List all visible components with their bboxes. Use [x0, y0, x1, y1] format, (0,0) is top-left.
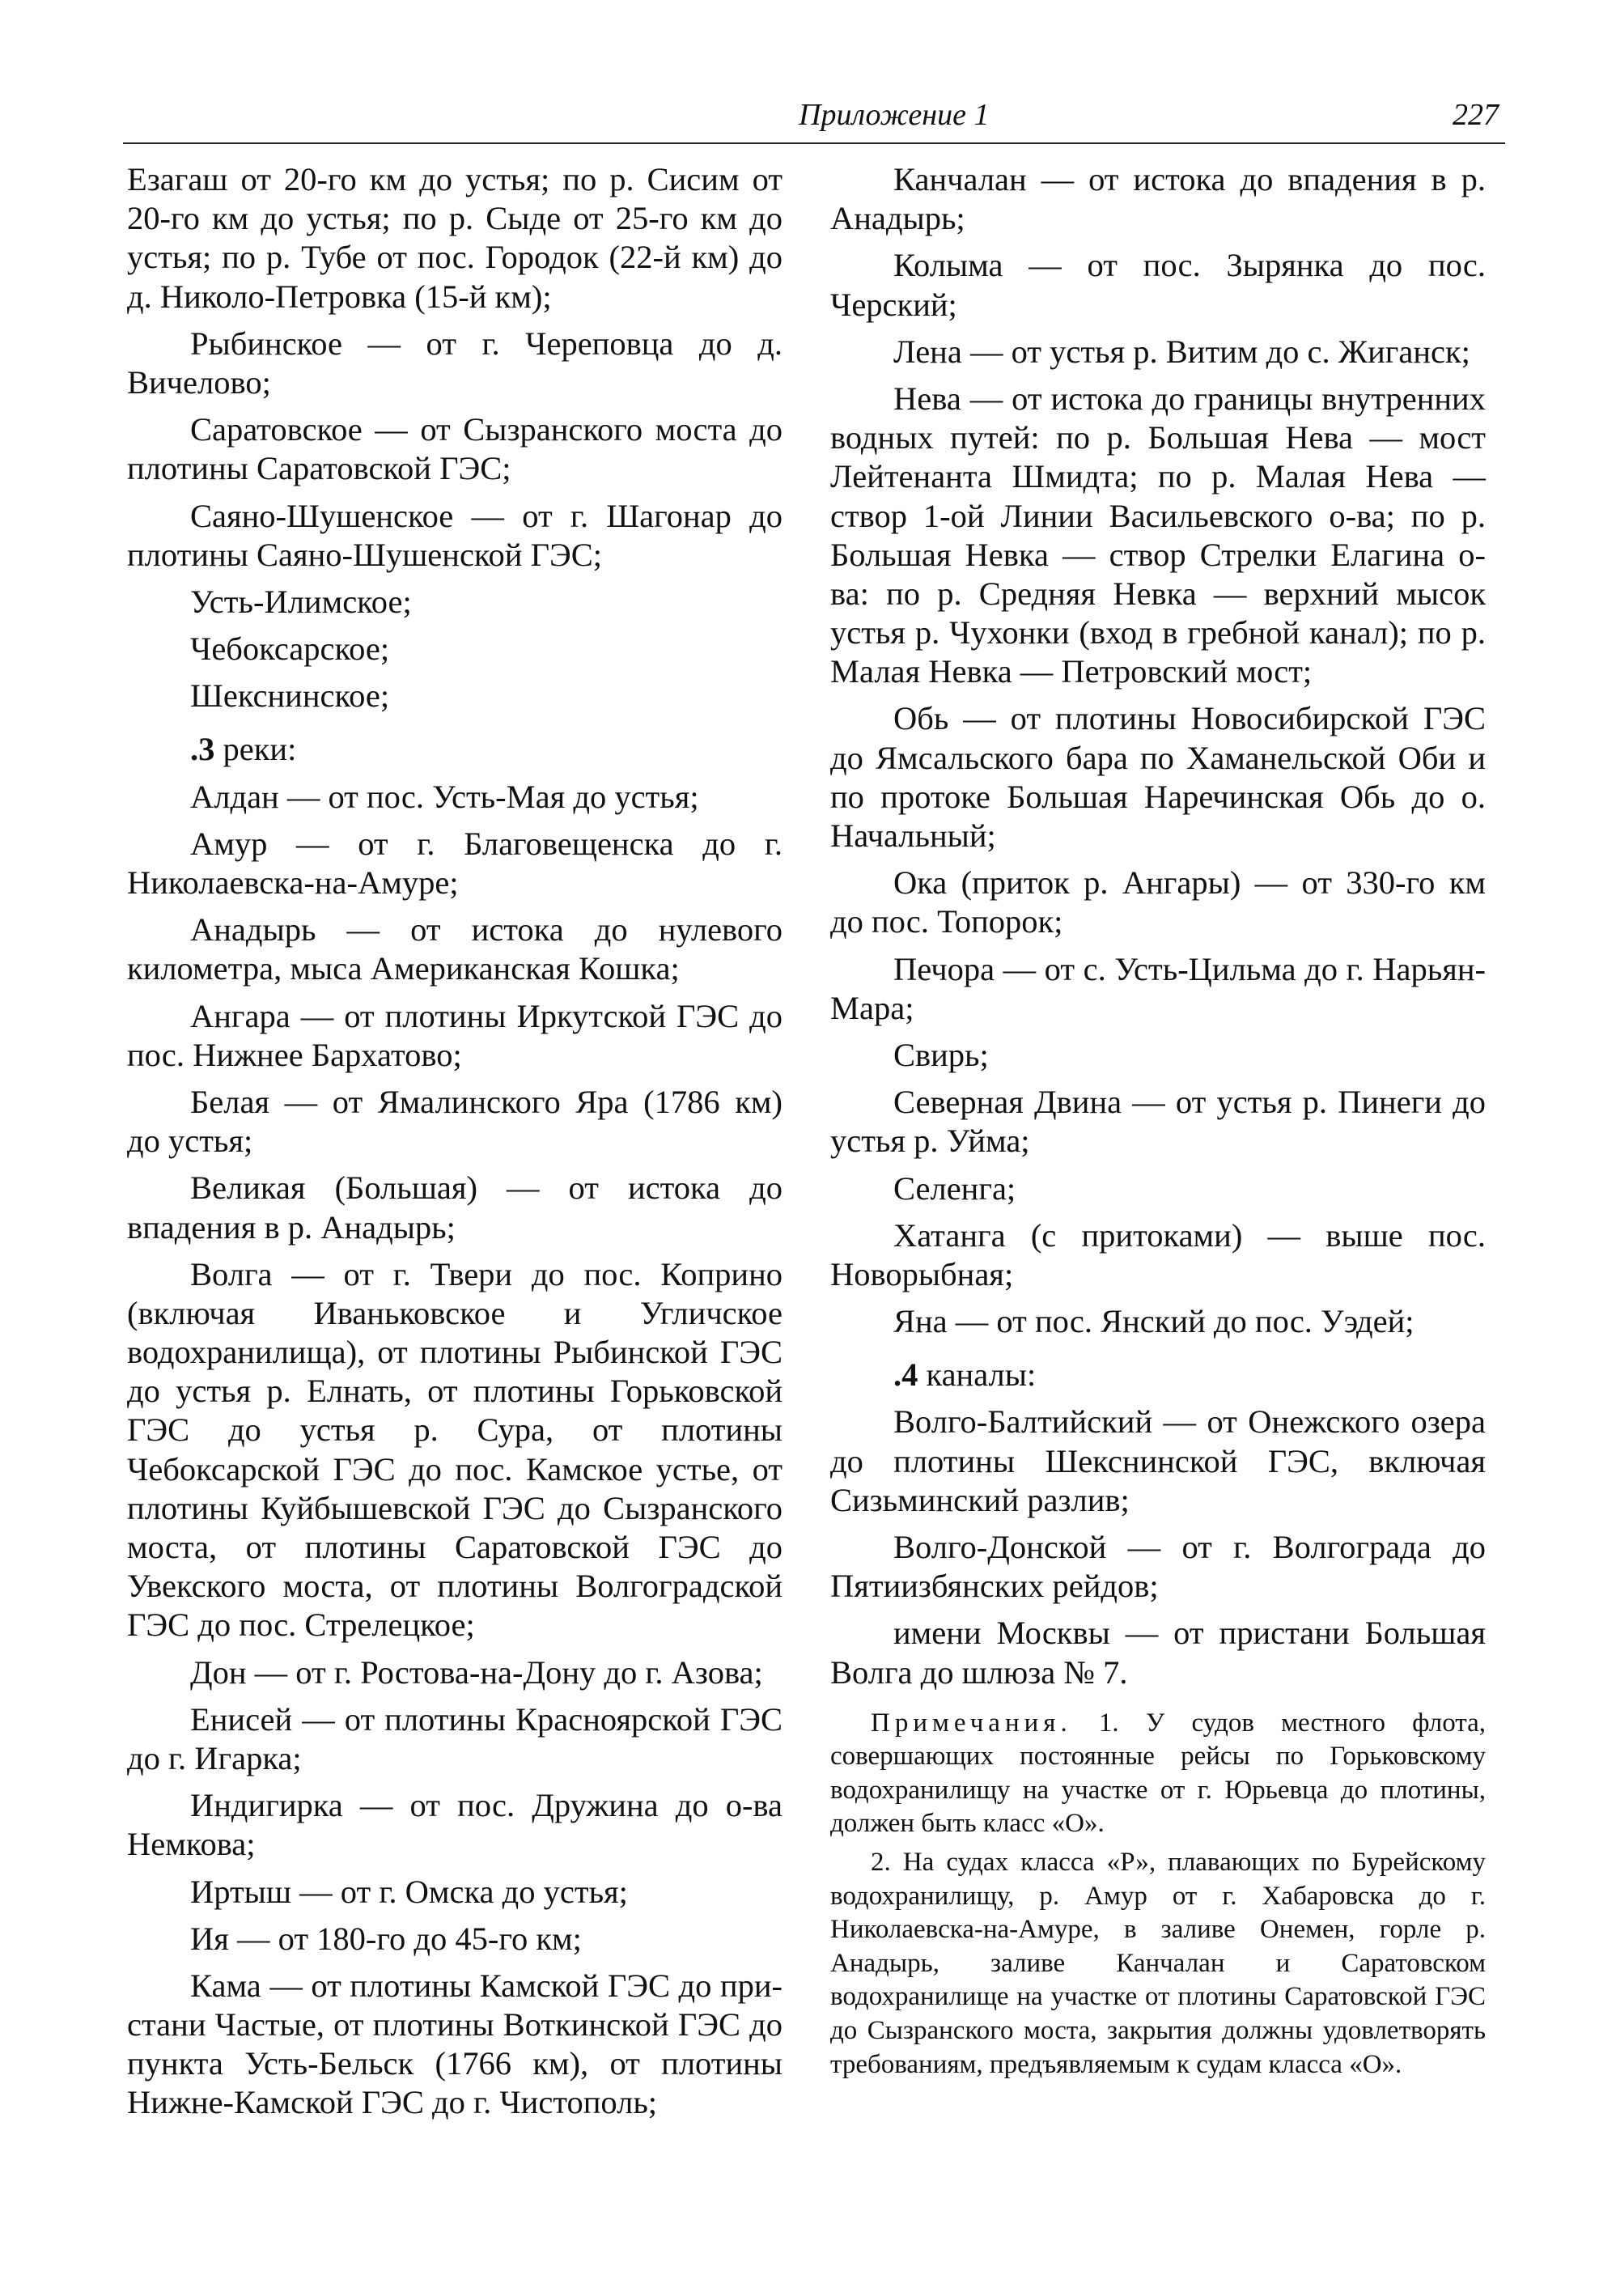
running-title: Приложение 1	[799, 98, 990, 132]
river-item: Канчалан — от истока до впадения в р. Анадырь;	[830, 161, 1486, 237]
canal-item: имени Москвы — от пристани Большая Волга до шлюза № 7.	[830, 1615, 1486, 1691]
river-item: Колыма — от пос. Зырянка до пос. Черский;	[830, 247, 1486, 323]
river-item: Северная Двина — от устья р. Пинеги до устья р. Уйма;	[830, 1084, 1486, 1160]
river-item: Свирь;	[893, 1036, 989, 1073]
section-title: каналы:	[918, 1356, 1037, 1394]
river-item: Яна — от пос. Янский до пос. Уэдей;	[893, 1303, 1414, 1340]
river-item: Дон — от г. Ростова-на-Дону до г. Азова;	[190, 1653, 763, 1691]
river-item: Енисей — от плотины Красноярской ГЭС до г. Игарка;	[127, 1700, 783, 1776]
reservoir-item: Усть-Илимское;	[190, 583, 412, 620]
river-item: Великая (Большая) — от истока до впадения в р. Анадырь;	[127, 1169, 783, 1246]
river-item: Кама — от плотины Камской ГЭС до при-стани Частые, от плотины Воткинской ГЭС до пункта Усть-Бельск (1766 км), от плотины Нижне-Камской ГЭС до г. Чистополь;	[127, 1967, 783, 2121]
section-title: реки:	[214, 731, 297, 768]
page-number: 227	[1453, 98, 1499, 132]
note-2: 2. На судах класса «Р», плавающих по Бурейскому водохранилищу, р. Амур от г. Хабаровска до г. Николаевска-на-Амуре, в заливе Онемен, горле р. Анадырь, заливе Канчалан и Саратовском водохранилище на участке от плотины Саратовской ГЭС до Сызранского моста, закрытия должны удовлетворять требованиям, предъявляемым к судам класса «О».	[830, 1848, 1486, 2079]
section-heading-canals	[830, 1356, 1486, 1394]
reservoir-item: Чебоксарское;	[190, 630, 390, 668]
note-1	[830, 1707, 1486, 1841]
reservoir-item: Рыбинское — от г. Череповца до д. Вичелово;	[127, 325, 783, 401]
river-item: Анадырь — от истока до нулевого километра, мыса Американская Кошка;	[127, 911, 783, 987]
section-number: .3	[190, 731, 215, 768]
notes-block	[830, 1707, 1486, 2082]
notes-label: Примечания.	[871, 1708, 1072, 1738]
river-item: Печора — от с. Усть-Цильма до г. Нарьян-Мара;	[830, 950, 1486, 1026]
river-item: Ангара — от плотины Иркутской ГЭС до пос. Нижнее Бархатово;	[127, 997, 783, 1073]
left-column	[127, 160, 783, 2131]
reservoir-item: Шекснинское;	[190, 677, 390, 715]
section-heading-rivers	[127, 730, 783, 769]
river-item: Волга — от г. Твери до пос. Коприно (включая Иваньковское и Угличское водохранилища), от плотины Рыбинской ГЭС до устья р. Елнать, от плотины Горьковской ГЭС до устья р. Сура, от плотины Чебоксарской ГЭС до пос. Камское устье, от плотины Куйбышевской ГЭС до Сызранского моста, от плотины Саратовской ГЭС до Увекского моста, от плотины Волгоградской ГЭС до пос. Стрелецкое;	[127, 1255, 783, 1644]
right-column	[830, 160, 1486, 2086]
river-item: Амур — от г. Благовещенска до г. Николаевска-на-Амуре;	[127, 825, 783, 901]
page-header	[123, 95, 1505, 144]
paragraph: Езагаш от 20-го км до устья; по р. Сисим от 20-го км до устья; по р. Сыде от 25-го км до устья; по р. Тубе от пос. Городок (22-й км) до д. Николо-Петровка (15-й км);	[127, 161, 783, 315]
river-item: Ока (приток р. Ангары) — от 330-го км до пос. Топорок;	[830, 864, 1486, 940]
river-item: Индигирка — от пос. Дружина до о-ва Немкова;	[127, 1787, 783, 1863]
river-item: Ия — от 180-го до 45-го км;	[190, 1920, 582, 1957]
river-item: Обь — от плотины Новосибирской ГЭС до Ямсальского бара по Хаманельской Оби и по протоке Большая Наречинская Обь до о. Начальный;	[830, 700, 1486, 854]
canal-item: Волго-Донской — от г. Волгограда до Пятиизбянских рейдов;	[830, 1529, 1486, 1605]
section-number: .4	[893, 1356, 918, 1394]
river-item: Иртыш — от г. Омска до устья;	[190, 1873, 628, 1910]
reservoir-item: Саратовское — от Сызранского моста до плотины Саратовской ГЭС;	[127, 411, 783, 487]
river-item: Алдан — от пос. Усть-Мая до устья;	[190, 778, 699, 815]
river-item: Селенга;	[893, 1169, 1016, 1207]
note-1-text: 1. У судов местного флота, совершающих постоянные рейсы по Горьковскому водохранилищу на участке от г. Юрьевца до плотины, должен быть класс «О».	[830, 1708, 1486, 1839]
river-item: Хатанга (с притоками) — выше пос. Новорыбная;	[830, 1216, 1486, 1292]
river-item: Белая — от Ямалинского Яра (1786 км) до устья;	[127, 1083, 783, 1160]
river-item: Лена — от устья р. Витим до с. Жиганск;	[893, 333, 1470, 370]
reservoir-item: Саяно-Шушенское — от г. Шагонар до плотины Саяно-Шушенской ГЭС;	[127, 497, 783, 573]
canal-item: Волго-Балтийский — от Онежского озера до плотины Шекснинской ГЭС, включая Сизьминский разлив;	[830, 1403, 1486, 1518]
river-item: Нева — от истока до границы внутренних водных путей: по р. Большая Нева — мост Лейтенанта Шмидта; по р. Малая Нева — створ 1-ой Линии Васильевского о-ва; по р. Большая Невка — створ Стрелки Елагина о-ва: по р. Средняя Невка — верхний мысок устья р. Чухонки (вход в гребной канал); по р. Малая Невка — Петровский мост;	[830, 380, 1486, 690]
